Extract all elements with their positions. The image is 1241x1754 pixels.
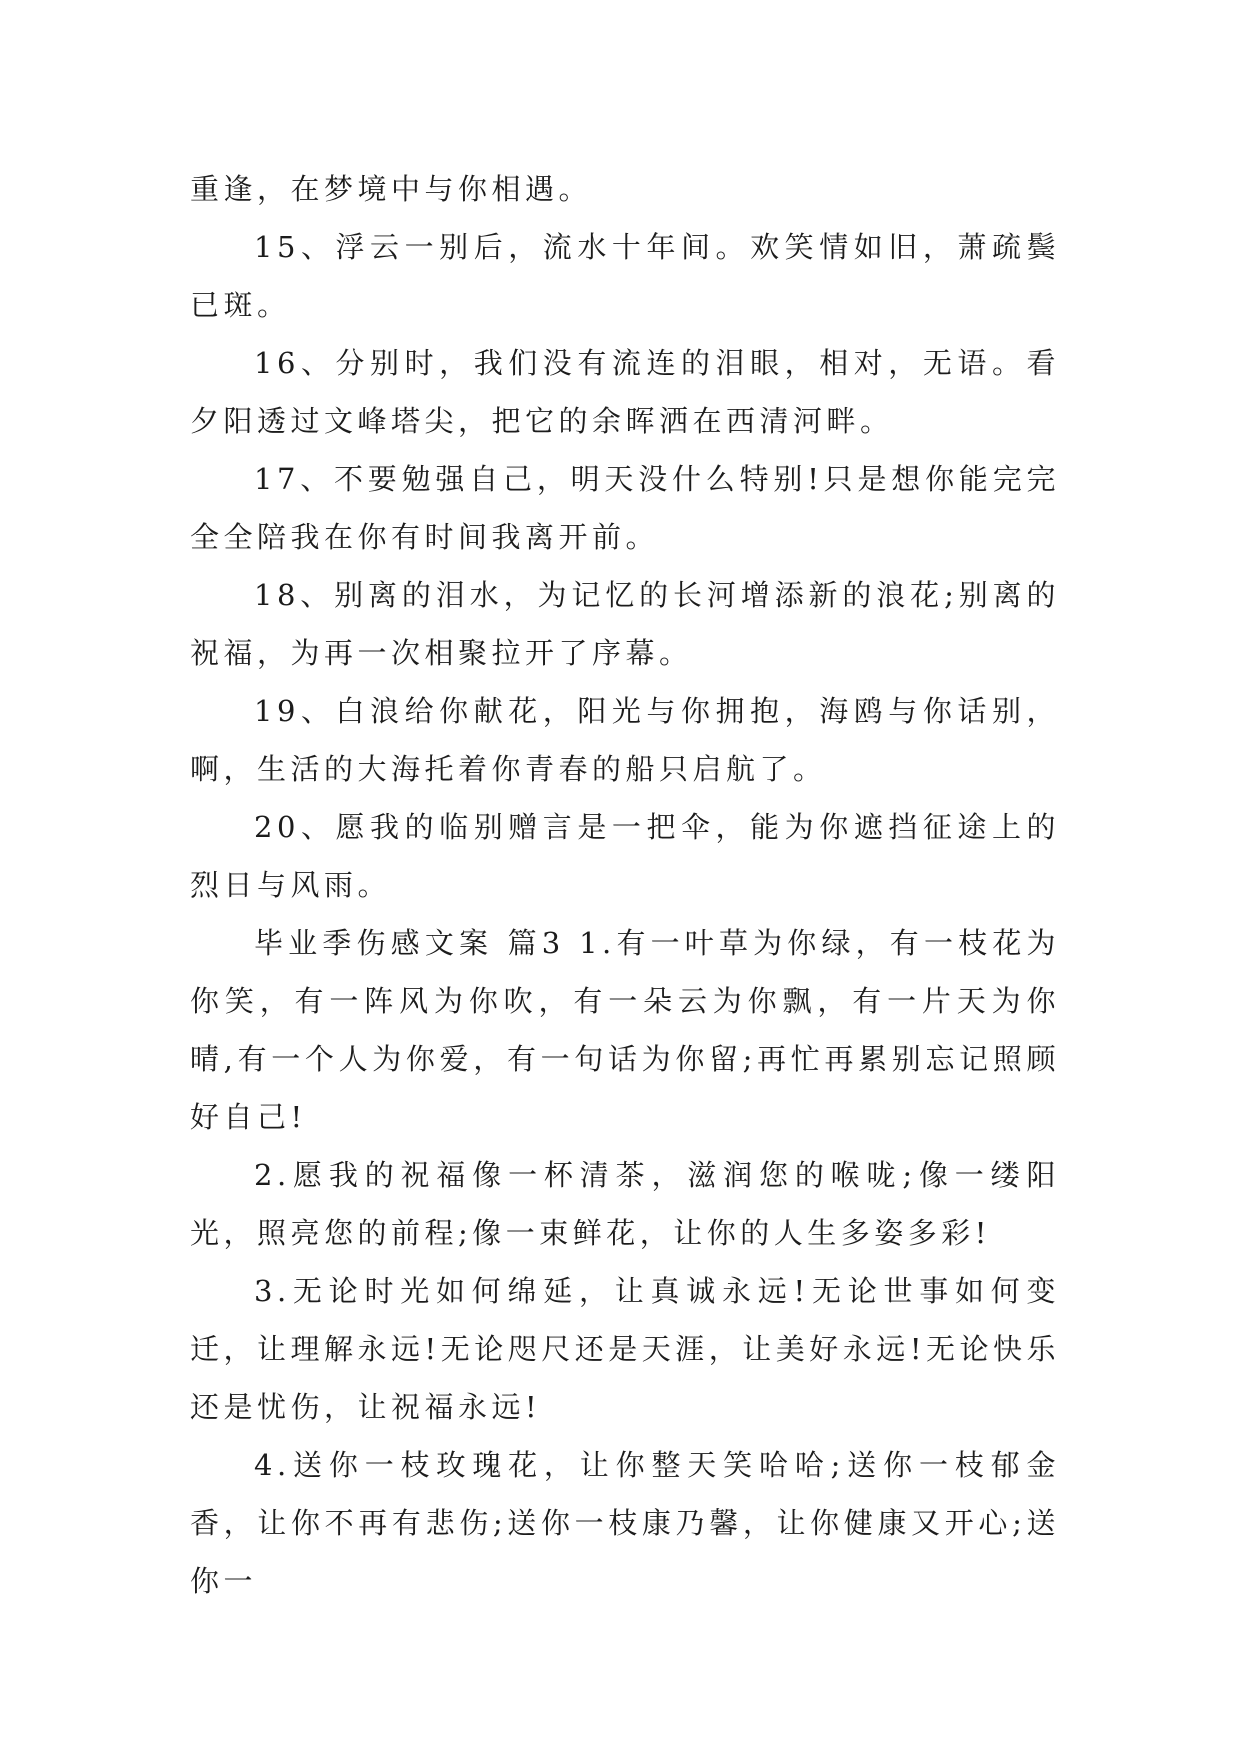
paragraph-item-3: 3.无论时光如何绵延，让真诚永远!无论世事如何变迁，让理解永远!无论咫尺还是天涯，让美好永远!无论快乐还是忧伤，让祝福永远! xyxy=(190,1274,1060,1424)
paragraph-20: 20、愿我的临别赠言是一把伞，能为你遮挡征途上的烈日与风雨。 xyxy=(190,810,1060,902)
section-heading-paragraph: 毕业季伤感文案 篇3 1.有一叶草为你绿，有一枝花为你笑，有一阵风为你吹，有一朵云为你飘，有一片天为你晴,有一个人为你爱，有一句话为你留;再忙再累别忘记照顾好自己! xyxy=(190,926,1060,1134)
paragraph-18: 18、别离的泪水，为记忆的长河增添新的浪花;别离的祝福，为再一次相聚拉开了序幕。 xyxy=(190,578,1060,670)
paragraph-16: 16、分别时，我们没有流连的泪眼，相对，无语。看夕阳透过文峰塔尖，把它的余晖洒在西清河畔。 xyxy=(190,346,1060,438)
document-body xyxy=(190,160,1060,1610)
paragraph-item-2: 2.愿我的祝福像一杯清茶，滋润您的喉咙;像一缕阳光，照亮您的前程;像一束鲜花，让你的人生多姿多彩! xyxy=(190,1158,1060,1250)
paragraph-19: 19、白浪给你献花，阳光与你拥抱，海鸥与你话别，啊，生活的大海托着你青春的船只启航了。 xyxy=(190,694,1060,786)
paragraph-0: 重逢，在梦境中与你相遇。 xyxy=(190,172,593,206)
paragraph-15: 15、浮云一别后，流水十年间。欢笑情如旧，萧疏鬓已斑。 xyxy=(190,230,1060,322)
paragraph-17: 17、不要勉强自己，明天没什么特别!只是想你能完完全全陪我在你有时间我离开前。 xyxy=(190,462,1060,554)
paragraph-item-4: 4.送你一枝玫瑰花，让你整天笑哈哈;送你一枝郁金香，让你不再有悲伤;送你一枝康乃馨，让你健康又开心;送你一 xyxy=(190,1448,1060,1598)
